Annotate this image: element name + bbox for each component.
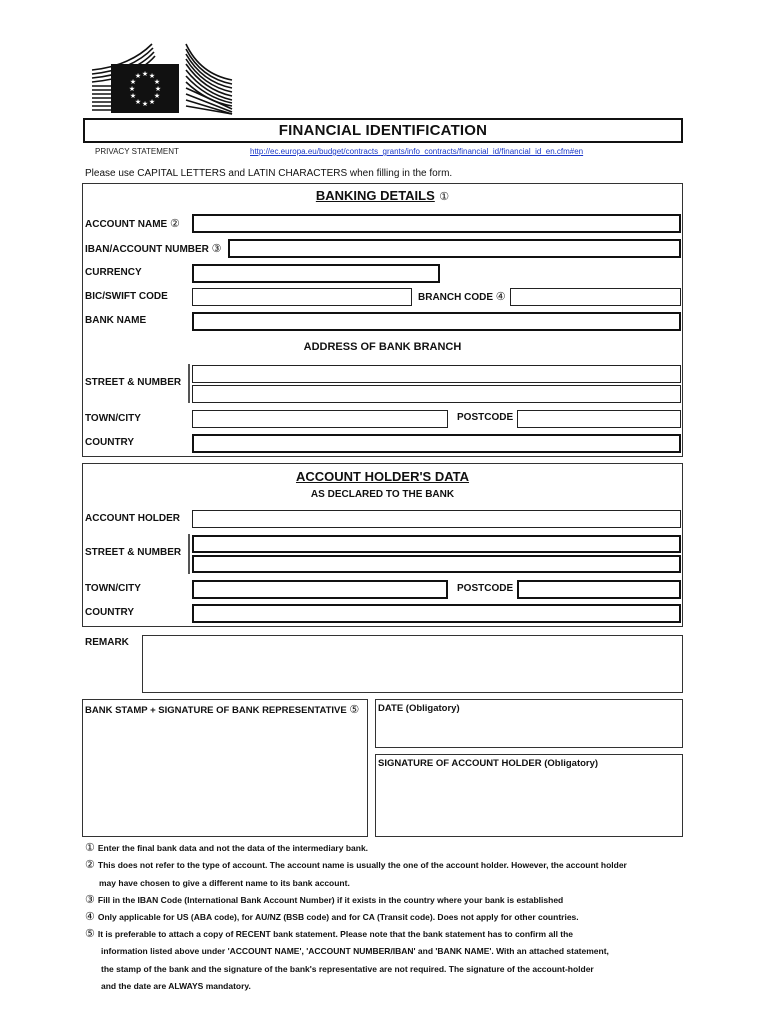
bank-address-heading: ADDRESS OF BANK BRANCH — [303, 341, 462, 353]
holder-street-label: STREET & NUMBER — [85, 547, 182, 558]
street-bracket — [188, 364, 190, 403]
currency-label: CURRENCY — [85, 267, 142, 278]
account-name-label: ACCOUNT NAME ② — [85, 218, 180, 230]
bank-town-label: TOWN/CITY — [85, 413, 141, 424]
iban-label: IBAN/ACCOUNT NUMBER ③ — [85, 243, 222, 255]
svg-text:★: ★ — [148, 98, 156, 106]
footnote-3: ③ Fill in the IBAN Code (International Bank Account Number) if it exists in the country where your bank is established — [85, 894, 564, 906]
bank-street-line1-field[interactable] — [192, 365, 681, 383]
date-label: DATE (Obligatory) — [378, 703, 460, 714]
account-holder-label: ACCOUNT HOLDER — [85, 513, 180, 524]
bic-swift-field[interactable] — [192, 288, 412, 306]
bank-street-line2-field[interactable] — [192, 385, 681, 403]
footnote-1: ① Enter the final bank data and not the data of the intermediary bank. — [85, 842, 369, 854]
bic-swift-label: BIC/SWIFT CODE — [85, 291, 168, 302]
currency-field[interactable] — [192, 264, 440, 283]
holder-town-field[interactable] — [192, 580, 448, 599]
holder-street-line2-field[interactable] — [192, 555, 681, 573]
svg-text:★: ★ — [141, 70, 149, 78]
banking-details-title: BANKING DETAILS — [315, 188, 435, 203]
bank-country-field[interactable] — [192, 434, 681, 453]
banking-details-heading — [82, 187, 683, 205]
footnote-5: ⑤ It is preferable to attach a copy of RECENT bank statement. Please note that the bank statement has to confirm all the — [85, 928, 574, 940]
holder-postcode-field[interactable] — [517, 580, 681, 599]
bank-town-field[interactable] — [192, 410, 448, 428]
account-holder-field[interactable] — [192, 510, 681, 528]
bank-country-label: COUNTRY — [85, 437, 135, 448]
holder-country-label: COUNTRY — [85, 607, 135, 618]
form-title-box — [83, 118, 683, 143]
holder-country-field[interactable] — [192, 604, 681, 623]
holder-town-label: TOWN/CITY — [85, 583, 141, 594]
svg-text:★: ★ — [141, 100, 149, 108]
holder-street-line1-field[interactable] — [192, 535, 681, 553]
street-bracket — [188, 534, 190, 574]
bank-postcode-label: POSTCODE — [457, 412, 514, 423]
svg-text:★: ★ — [128, 85, 136, 93]
european-commission-logo — [90, 40, 250, 115]
svg-text:★: ★ — [134, 98, 142, 106]
holder-postcode-label: POSTCODE — [457, 583, 514, 594]
branch-code-label: BRANCH CODE ④ — [418, 291, 506, 303]
privacy-statement-link[interactable]: http://ec.europa.eu/budget/contracts_grants/info_contracts/financial_id/financial_id_en.cfm#en — [250, 147, 584, 156]
footnote-2-line2: may have chosen to give a different name to its bank account. — [99, 878, 350, 888]
form-title: FINANCIAL IDENTIFICATION — [278, 122, 488, 139]
bank-postcode-field[interactable] — [517, 410, 681, 428]
footnote-5-line3: the stamp of the bank and the signature of the bank's representative are not required. The signature of the account-holder — [101, 964, 594, 974]
bank-stamp-label: BANK STAMP + SIGNATURE OF BANK REPRESENTATIVE ⑤ — [85, 704, 360, 716]
iban-field[interactable] — [228, 239, 681, 258]
account-holder-subtitle: AS DECLARED TO THE BANK — [310, 489, 455, 500]
footnote-5-line2: information listed above under 'ACCOUNT NAME', 'ACCOUNT NUMBER/IBAN' and 'BANK NAME'. With an attached statement, — [101, 946, 609, 956]
bank-stamp-box[interactable] — [82, 699, 368, 837]
holder-signature-box[interactable] — [375, 754, 683, 837]
svg-text:★: ★ — [153, 92, 161, 100]
account-holder-title: ACCOUNT HOLDER'S DATA — [295, 469, 470, 484]
footnote-2: ② This does not refer to the type of account. The account name is usually the one of the account holder. However, the account holder — [85, 859, 627, 871]
eu-flag-icon — [90, 40, 250, 115]
bank-name-field[interactable] — [192, 312, 681, 331]
remark-field[interactable] — [142, 635, 683, 693]
bank-name-label: BANK NAME — [85, 315, 147, 326]
svg-text:★: ★ — [134, 72, 142, 80]
account-name-field[interactable] — [192, 214, 681, 233]
account-holder-heading — [82, 468, 683, 486]
remark-label: REMARK — [85, 637, 129, 648]
branch-code-field[interactable] — [510, 288, 681, 306]
footnote-ref-1: ① — [439, 191, 450, 203]
footnote-4: ④ Only applicable for US (ABA code), for AU/NZ (BSB code) and for CA (Transit code). Does not apply for other countries. — [85, 911, 579, 923]
date-box[interactable] — [375, 699, 683, 748]
svg-text:★: ★ — [154, 85, 162, 93]
footnote-5-line4: and the date are ALWAYS mandatory. — [101, 981, 251, 991]
svg-text:★: ★ — [129, 92, 137, 100]
bank-street-label: STREET & NUMBER — [85, 377, 182, 388]
instruction-text: Please use CAPITAL LETTERS and LATIN CHARACTERS when filling in the form. — [85, 168, 453, 179]
svg-text:★: ★ — [129, 78, 137, 86]
privacy-statement-label: PRIVACY STATEMENT — [95, 147, 179, 156]
holder-signature-label: SIGNATURE OF ACCOUNT HOLDER (Obligatory) — [378, 758, 599, 769]
svg-text:★: ★ — [148, 72, 156, 80]
svg-text:★: ★ — [153, 78, 161, 86]
